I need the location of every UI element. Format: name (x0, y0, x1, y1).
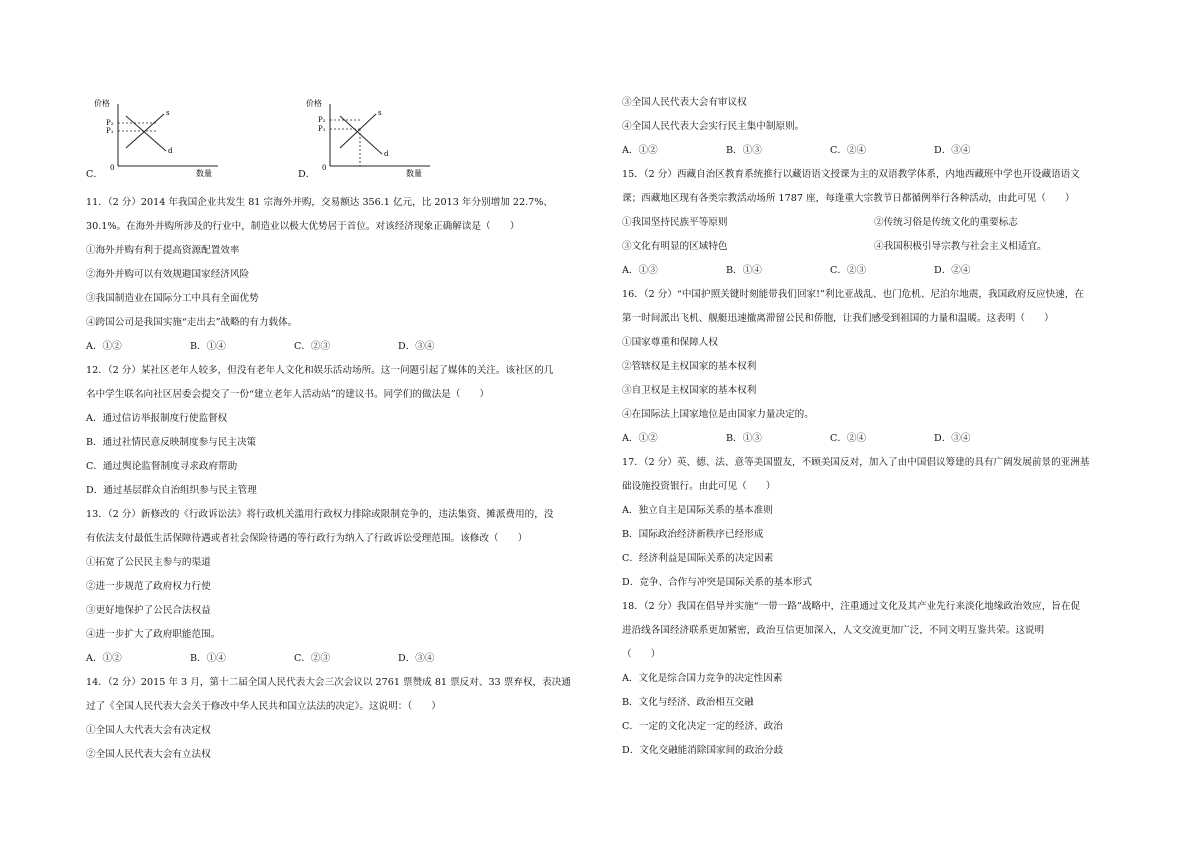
q14-stem-line1: 14．（2 分）2015 年 3 月，第十二届全国人民代表大会三次会议以 2761 票赞成 81 票反对、33 票弃权，表决通 (86, 677, 571, 688)
q18-stem-line2: 进沿线各国经济联系更加紧密，政治互信更加深入，人文交流更加广泛，不同文明互鉴共荣。这说明 (622, 625, 1045, 636)
q16-item: ③自卫权是主权国家的基本权利 (622, 385, 757, 396)
q15-item: ③文化有明显的区域特色 (622, 241, 728, 252)
origin-label: 0 (322, 164, 327, 172)
q13-option-a: A．①② (86, 653, 122, 664)
q14-item: ②全国人民代表大会有立法权 (86, 749, 211, 760)
y-axis-label: 价格 (94, 99, 110, 108)
y-axis-label: 价格 (306, 99, 322, 108)
q17-option: B．国际政治经济新秩序已经形成 (622, 529, 764, 540)
origin-label: 0 (110, 164, 115, 172)
q11-option-c: C．②③ (294, 341, 331, 352)
q14-item: ①全国人大代表大会有决定权 (86, 725, 211, 736)
q18-option: C．一定的文化决定一定的经济、政治 (622, 721, 783, 732)
q11-item: ③我国制造业在国际分工中具有全面优势 (86, 293, 259, 304)
q17-option: C．经济利益是国际关系的决定因素 (622, 553, 774, 564)
q16-option-d: D．③④ (934, 433, 971, 444)
q12-option: D．通过基层群众自治组织参与民主管理 (86, 485, 257, 496)
q16-stem-line1: 16．（2 分）“中国护照关键时刻能带我们回家!”利比亚战乱、也门危机、尼泊尔地震，我国政府反应快速，在 (622, 289, 1084, 300)
q11-option-b: B．①④ (190, 341, 226, 352)
q13-item: ①拓宽了公民民主参与的渠道 (86, 557, 211, 568)
q11-option-d: D．③④ (398, 341, 435, 352)
q14-option-d: D．③④ (934, 145, 971, 156)
q12-option: A．通过信访举报制度行使监督权 (86, 413, 228, 424)
q18-stem-line3: （ ） (622, 649, 661, 660)
graph-c (86, 96, 226, 178)
x-axis-label: 数量 (196, 169, 212, 178)
q15-item: ②传统习俗是传统文化的重要标志 (874, 217, 1018, 228)
q11-item: ①海外并购有利于提高资源配置效率 (86, 245, 240, 256)
q15-option-c: C．②③ (830, 265, 867, 276)
q15-option-a: A．①③ (622, 265, 658, 276)
supply-line (340, 114, 376, 148)
q12-option: B．通过社情民意反映制度参与民主决策 (86, 437, 257, 448)
q13-stem-line1: 13．（2 分）新修改的《行政诉讼法》将行政机关滥用行政权力排除或限制竞争的，违法集资、摊派费用的，没 (86, 509, 554, 520)
q17-stem-line2: 础设施投资银行。由此可见（ ） (622, 481, 776, 492)
supply-label: s (166, 109, 170, 117)
q12-stem-line2: 名中学生联名向社区居委会提交了一份“建立老年人活动站”的建议书。同学们的做法是（ ） (86, 389, 490, 400)
q15-item: ①我国坚持民族平等原则 (622, 217, 728, 228)
q16-item: ④在国际法上国家地位是由国家力量决定的。 (622, 409, 814, 420)
q12-stem-line1: 12．（2 分）某社区老年人较多，但没有老年人文化和娱乐活动场所。这一问题引起了媒体的关注。该社区的几 (86, 365, 554, 376)
q17-option: A．独立自主是国际关系的基本准则 (622, 505, 773, 516)
q15-option-d: D．②④ (934, 265, 971, 276)
q16-item: ①国家尊重和保障人权 (622, 337, 718, 348)
q18-option: A．文化是综合国力竞争的决定性因素 (622, 673, 783, 684)
q15-stem-line1: 15．（2 分）西藏自治区教育系统推行以藏语语文授课为主的双语教学体系，内地西藏班中学也开设藏语语文 (622, 169, 1080, 180)
q11-stem-line2: 30.1%。在海外并购所涉及的行业中，制造业以极大优势居于首位。对该经济现象正确解读是（ ） (86, 221, 520, 232)
q17-stem-line1: 17．（2 分）英、德、法、意等美国盟友，不顾美国反对，加入了由中国倡议筹建的具有广阔发展前景的亚洲基 (622, 457, 1090, 468)
q11-option-a: A．①② (86, 341, 122, 352)
q14-option-a: A．①② (622, 145, 658, 156)
demand-label: d (384, 150, 389, 158)
q14-item: ③全国人民代表大会有审议权 (622, 97, 747, 108)
x-axis-label: 数量 (406, 169, 422, 178)
demand-line (340, 116, 382, 154)
q16-item: ②管辖权是主权国家的基本权利 (622, 361, 757, 372)
q18-option: D．文化交融能消除国家间的政治分歧 (622, 745, 784, 756)
q11-stem-line1: 11．（2 分）2014 年我国企业共发生 81 宗海外并购，交易额达 356.1 亿元，比 2013 年分别增加 22.7%、 (86, 197, 553, 208)
supply-label: s (378, 109, 382, 117)
option-c-label: C． (86, 169, 103, 180)
demand-line (126, 116, 166, 151)
q17-option: D．竞争、合作与冲突是国际关系的基本形式 (622, 577, 812, 588)
q15-option-b: B．①④ (726, 265, 762, 276)
q13-item: ③更好地保护了公民合法权益 (86, 605, 211, 616)
q14-stem-line2: 过了《全国人民代表大会关于修改中华人民共和国立法法的决定》。这说明：（ ） (86, 701, 441, 712)
q16-option-a: A．①② (622, 433, 658, 444)
q18-stem-line1: 18．（2 分）我国在倡导并实施“一带一路”战略中，注重通过文化及其产业先行来淡化地缘政治效应，旨在促 (622, 601, 1081, 612)
q13-option-d: D．③④ (398, 653, 435, 664)
graph-d (298, 96, 438, 178)
supply-demand-graphs (86, 96, 606, 186)
q18-option: B．文化与经济、政治相互交融 (622, 697, 754, 708)
demand-label: d (168, 147, 173, 155)
q11-item: ④跨国公司是我国实施“走出去”战略的有力载体。 (86, 317, 298, 328)
p2-label: P₂ (106, 119, 114, 127)
graph-d-svg (298, 96, 438, 178)
p1-label: P₁ (318, 125, 326, 133)
p2-label: P₂ (318, 116, 326, 124)
q13-stem-line2: 有依法支付最低生活保障待遇或者社会保险待遇的等行政行为纳入了行政诉讼受理范围。该修改（ ） (86, 533, 528, 544)
option-d-label: D． (298, 169, 316, 180)
q11-item: ②海外并购可以有效规避国家经济风险 (86, 269, 250, 280)
q16-option-c: C．②④ (830, 433, 867, 444)
q14-option-c: C．②④ (830, 145, 867, 156)
p1-label: P₁ (106, 127, 114, 135)
q13-option-c: C．②③ (294, 653, 331, 664)
q16-option-b: B．①③ (726, 433, 762, 444)
graph-c-svg (86, 96, 226, 178)
q12-option: C．通过舆论监督制度寻求政府帮助 (86, 461, 238, 472)
q14-item: ④全国人民代表大会实行民主集中制原则。 (622, 121, 805, 132)
q13-item: ④进一步扩大了政府职能范围。 (86, 629, 221, 640)
q15-item: ④我国积极引导宗教与社会主义相适宜。 (874, 241, 1047, 252)
q15-stem-line2: 课；西藏地区现有各类宗教活动场所 1787 座，每逢重大宗教节日都循例举行各种活动，由此可见（ ） (622, 193, 1075, 204)
q16-stem-line2: 第一时间派出飞机、舰艇迅速撤离滞留公民和侨胞，让我们感受到祖国的力量和温暖。这表明（ ） (622, 313, 1054, 324)
q13-option-b: B．①④ (190, 653, 226, 664)
q13-item: ②进一步规范了政府权力行使 (86, 581, 211, 592)
q14-option-b: B．①③ (726, 145, 762, 156)
